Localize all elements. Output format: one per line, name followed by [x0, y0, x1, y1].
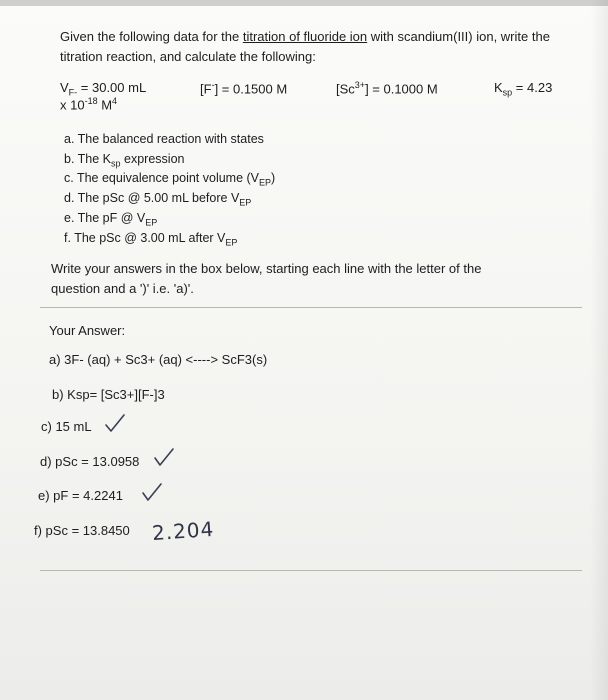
question-f-subscript: EP	[225, 237, 238, 248]
scandium-concentration	[336, 80, 438, 96]
answer-c[interactable]: c) 15 mL	[41, 419, 92, 434]
ksp-given	[494, 80, 552, 98]
answer-a[interactable]: a) 3F- (aq) + Sc3+ (aq) <----> ScF3(s)	[49, 352, 268, 367]
ksp-continuation	[60, 96, 117, 112]
ksp-value: = 4.23	[512, 80, 553, 95]
question-b-text-end: expression	[120, 152, 185, 166]
fluoride-charge: -	[211, 80, 215, 90]
scandium-charge: 3+	[354, 80, 366, 90]
ksp-multiplier: x 10	[60, 97, 85, 113]
question-d-subscript: EP	[239, 197, 252, 208]
checkmark-icon	[141, 481, 163, 503]
question-c-text-end: )	[271, 171, 276, 185]
question-f	[64, 229, 237, 252]
volume-subscript: F-	[68, 87, 78, 98]
question-c-text: c. The equivalence point volume (V	[64, 171, 260, 185]
answer-d[interactable]: d) pSc = 13.0958	[40, 454, 140, 469]
question-d-text: d. The pSc @ 5.00 mL before V	[64, 191, 240, 205]
question-e-text: e. The pF @ V	[64, 211, 146, 225]
question-b-subscript: sp	[111, 158, 121, 169]
answer-heading: Your Answer:	[49, 323, 126, 338]
checkmark-icon	[153, 446, 175, 468]
question-a: a. The balanced reaction with states	[64, 132, 264, 146]
scandium-label: [Sc	[336, 81, 355, 97]
volume-label: V	[60, 80, 69, 95]
answer-b[interactable]: b) Ksp= [Sc3+][F-]3	[52, 387, 165, 402]
volume-value: = 30.00 mL	[77, 80, 147, 95]
scandium-value: ] = 0.1000 M	[365, 81, 438, 97]
page-top-edge	[0, 0, 608, 6]
ksp-subscript: sp	[502, 87, 513, 98]
volume-given	[60, 80, 146, 98]
answer-e[interactable]: e) pF = 4.2241	[38, 488, 123, 503]
fluoride-concentration	[200, 80, 287, 96]
problem-intro	[60, 27, 565, 67]
question-b-text: b. The K	[64, 152, 112, 166]
fluoride-value: ] = 0.1500 M	[214, 81, 288, 97]
ksp-exponent: -18	[84, 96, 98, 106]
handwritten-correction: 2.204	[151, 516, 216, 546]
checkmark-icon	[104, 412, 126, 434]
question-f-text: f. The pSc @ 3.00 mL after V	[64, 231, 226, 245]
ksp-label: K	[494, 80, 503, 95]
intro-text-after: with scandium(III) ion, write the titration reaction, and calculate the following:	[60, 29, 550, 64]
fluoride-label: [F	[200, 81, 212, 97]
question-e-subscript: EP	[145, 217, 158, 228]
page-shadow	[590, 0, 608, 700]
question-c-subscript: EP	[259, 177, 272, 188]
answer-instructions: Write your answers in the box below, starting each line with the letter of the question and a ')' i.e. 'a)'.	[51, 261, 482, 296]
answer-f[interactable]: f) pSc = 13.8450	[34, 523, 130, 538]
ksp-unit: M	[97, 97, 113, 113]
intro-link[interactable]: titration of fluoride ion	[242, 29, 368, 44]
ksp-unit-exponent: 4	[112, 96, 118, 106]
intro-text-before: Given the following data for the	[60, 29, 243, 44]
answer-box-bottom-border	[40, 570, 582, 571]
answer-box-top-border	[40, 307, 582, 308]
